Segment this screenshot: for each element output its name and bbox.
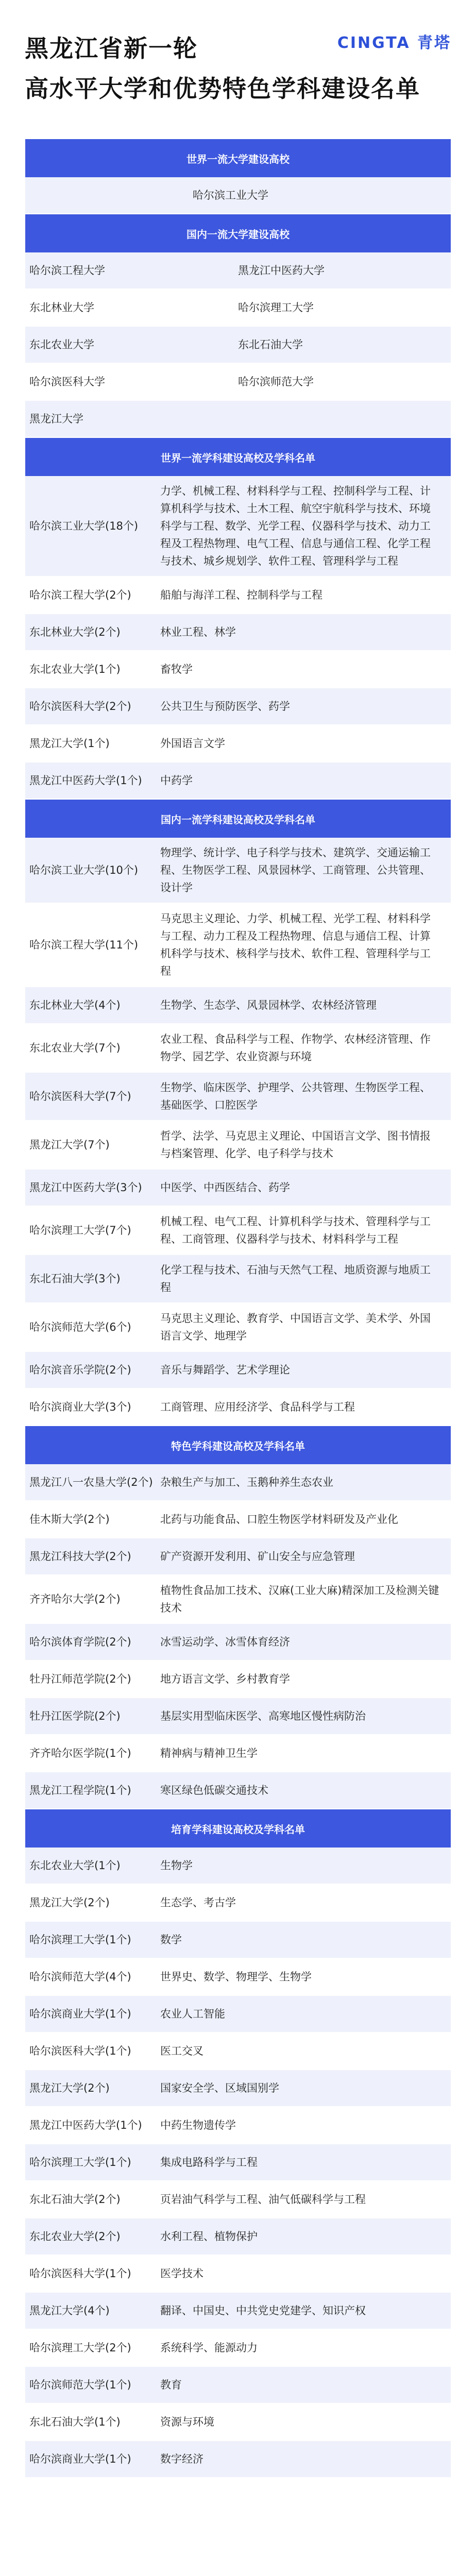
discipline-list: 基层实用型临床医学、高寒地区慢性病防治 bbox=[160, 1710, 366, 1722]
table-row bbox=[25, 2070, 451, 2107]
discipline-list: 冰雪运动学、冰雪体育经济 bbox=[160, 1636, 290, 1648]
table-row bbox=[25, 2181, 451, 2218]
discipline-list: 植物性食品加工技术、汉麻(工业大麻)精深加工及检测关键技术 bbox=[160, 1584, 439, 1614]
section-header-world-disc: 世界一流学科建设高校及学科名单 bbox=[25, 438, 451, 476]
university-name: 黑龙江工程学院(1个) bbox=[29, 1784, 131, 1797]
table-row bbox=[25, 2256, 451, 2293]
discipline-list: 畜牧学 bbox=[160, 663, 193, 675]
university-name: 东北农业大学 bbox=[29, 338, 94, 351]
university-name: 哈尔滨商业大学(1个) bbox=[29, 2453, 131, 2465]
table-row bbox=[25, 1207, 451, 1255]
discipline-list: 精神病与精神卫生学 bbox=[160, 1747, 258, 1759]
table-row bbox=[25, 1885, 451, 1922]
table-row bbox=[25, 577, 451, 614]
discipline-list: 农业人工智能 bbox=[160, 2008, 225, 2020]
list-row bbox=[25, 401, 451, 438]
university-name: 黑龙江科技大学(2个) bbox=[29, 1550, 131, 1563]
header bbox=[0, 0, 476, 126]
page-title-line1: 黑龙江省新一轮 bbox=[25, 35, 198, 62]
discipline-list: 数学 bbox=[160, 1934, 182, 1946]
discipline-list: 世界史、数学、物理学、生物学 bbox=[160, 1971, 312, 1983]
university-name: 东北石油大学(3个) bbox=[29, 1273, 121, 1285]
university-name: 东北石油大学(1个) bbox=[29, 2416, 121, 2428]
university-name: 东北农业大学(2个) bbox=[29, 2230, 121, 2243]
university-name: 哈尔滨医科大学 bbox=[29, 376, 105, 388]
table-row bbox=[25, 725, 451, 762]
table-row bbox=[25, 904, 451, 987]
discipline-list: 水利工程、植物保护 bbox=[160, 2230, 258, 2243]
university-name: 黑龙江八一农垦大学(2个) bbox=[29, 1476, 153, 1488]
university-name: 哈尔滨工程大学(11个) bbox=[29, 939, 139, 951]
university-name: 哈尔滨医科大学(1个) bbox=[29, 2267, 131, 2280]
university-name: 哈尔滨师范大学 bbox=[238, 376, 314, 388]
university-name: 东北农业大学(1个) bbox=[29, 1859, 121, 1872]
table-row bbox=[25, 1698, 451, 1735]
table-row bbox=[25, 2218, 451, 2256]
university-name: 哈尔滨师范大学(6个) bbox=[29, 1321, 131, 1333]
list-row bbox=[25, 327, 451, 364]
discipline-list: 林业工程、林学 bbox=[160, 626, 236, 638]
discipline-list: 翻译、中国史、中共党史党建学、知识产权 bbox=[160, 2304, 366, 2317]
section-header-world-univ: 世界一流大学建设高校 bbox=[25, 139, 451, 177]
discipline-list: 寒区绿色低碳交通技术 bbox=[160, 1784, 268, 1797]
table-row bbox=[25, 1538, 451, 1575]
university-name: 哈尔滨理工大学(1个) bbox=[29, 2156, 131, 2168]
discipline-list: 地方语言文学、乡村教育学 bbox=[160, 1673, 290, 1685]
table-row bbox=[25, 1501, 451, 1538]
university-name: 哈尔滨工程大学 bbox=[29, 264, 105, 277]
table-row bbox=[25, 2404, 451, 2441]
table-row bbox=[25, 1959, 451, 1996]
discipline-list: 医学技术 bbox=[160, 2267, 203, 2280]
discipline-list: 国家安全学、区域国别学 bbox=[160, 2082, 279, 2094]
section-header-domestic-univ: 国内一流大学建设高校 bbox=[25, 214, 451, 252]
list-row bbox=[25, 364, 451, 401]
university-name: 东北石油大学 bbox=[238, 338, 303, 351]
university-name: 黑龙江大学(2个) bbox=[29, 2082, 110, 2094]
table-row bbox=[25, 1024, 451, 1073]
table-row bbox=[25, 2293, 451, 2330]
table-row bbox=[25, 1073, 451, 1121]
university-name: 东北农业大学(7个) bbox=[29, 1042, 121, 1054]
table-row bbox=[25, 1575, 451, 1624]
discipline-list: 生物学、生态学、风景园林学、农林经济管理 bbox=[160, 999, 377, 1011]
university-name: 哈尔滨理工大学(1个) bbox=[29, 1934, 131, 1946]
discipline-list: 哲学、法学、马克思主义理论、中国语言文学、图书情报与档案管理、化学、电子科学与技术 bbox=[160, 1130, 431, 1160]
table-row bbox=[25, 651, 451, 688]
discipline-list: 资源与环境 bbox=[160, 2416, 214, 2428]
discipline-list: 生物学、临床医学、护理学、公共管理、生物医学工程、基础医学、口腔医学 bbox=[160, 1081, 431, 1111]
university-name: 东北林业大学 bbox=[29, 301, 94, 314]
university-name: 哈尔滨理工大学(2个) bbox=[29, 2342, 131, 2354]
university-name: 哈尔滨医科大学(2个) bbox=[29, 700, 131, 713]
discipline-list: 船舶与海洋工程、控制科学与工程 bbox=[160, 589, 322, 601]
table-row bbox=[25, 1922, 451, 1959]
university-name: 黑龙江中医药大学(3个) bbox=[29, 1181, 142, 1194]
discipline-list: 马克思主义理论、教育学、中国语言文学、美术学、外国语言文学、地理学 bbox=[160, 1312, 431, 1342]
university-name: 齐齐哈尔大学(2个) bbox=[29, 1593, 121, 1605]
section-header-special-disc: 特色学科建设高校及学科名单 bbox=[25, 1426, 451, 1464]
university-name: 牡丹江医学院(2个) bbox=[29, 1710, 121, 1722]
table-row bbox=[25, 1735, 451, 1772]
table-row bbox=[25, 1303, 451, 1352]
university-name: 黑龙江中医药大学(1个) bbox=[29, 2119, 142, 2131]
university-name: 黑龙江大学(2个) bbox=[29, 1896, 110, 1909]
discipline-list: 力学、机械工程、材料科学与工程、控制科学与工程、计算机科学与技术、土木工程、航空宇航科学与技术、环境科学与工程、数学、光学工程、仪器科学与技术、动力工程及工程热物理、电气工程、信息与通信工程、化学工程与技术、城乡规划学、软件工程、管理科学与工程 bbox=[160, 485, 431, 567]
list-row bbox=[25, 177, 451, 214]
discipline-list: 生态学、考古学 bbox=[160, 1896, 236, 1909]
table-row bbox=[25, 1661, 451, 1698]
discipline-list: 中药学 bbox=[160, 774, 193, 787]
section-header-cultivate-disc: 培育学科建设高校及学科名单 bbox=[25, 1809, 451, 1848]
table-row bbox=[25, 2367, 451, 2404]
university-name: 黑龙江大学(4个) bbox=[29, 2304, 110, 2317]
table-row bbox=[25, 1352, 451, 1389]
university-name: 哈尔滨师范大学(4个) bbox=[29, 1971, 131, 1983]
table-row bbox=[25, 614, 451, 651]
university-name: 黑龙江大学(7个) bbox=[29, 1139, 110, 1151]
discipline-list: 机械工程、电气工程、计算机科学与技术、管理科学与工程、工商管理、仪器科学与技术、材料科学与工程 bbox=[160, 1215, 431, 1245]
page-title-line2: 高水平大学和优势特色学科建设名单 bbox=[25, 75, 420, 103]
table-row bbox=[25, 1624, 451, 1661]
discipline-list: 音乐与舞蹈学、艺术学理论 bbox=[160, 1364, 290, 1376]
university-name: 哈尔滨师范大学(1个) bbox=[29, 2379, 131, 2391]
university-name: 黑龙江中医药大学(1个) bbox=[29, 774, 142, 787]
university-name: 佳木斯大学(2个) bbox=[29, 1513, 110, 1526]
university-name: 东北农业大学(1个) bbox=[29, 663, 121, 675]
university-name: 牡丹江师范学院(2个) bbox=[29, 1673, 131, 1685]
table-row bbox=[25, 2441, 451, 2478]
university-name: 哈尔滨理工大学 bbox=[238, 301, 314, 314]
university-name: 哈尔滨音乐学院(2个) bbox=[29, 1364, 131, 1376]
discipline-list: 公共卫生与预防医学、药学 bbox=[160, 700, 290, 713]
university-name: 哈尔滨商业大学(1个) bbox=[29, 2008, 131, 2020]
discipline-list: 矿产资源开发利用、矿山安全与应急管理 bbox=[160, 1550, 355, 1563]
discipline-list: 杂粮生产与加工、玉鹅种养生态农业 bbox=[160, 1476, 333, 1488]
section-header-domestic-disc: 国内一流学科建设高校及学科名单 bbox=[25, 800, 451, 838]
university-name: 东北林业大学(4个) bbox=[29, 999, 121, 1011]
university-name: 哈尔滨体育学院(2个) bbox=[29, 1636, 131, 1648]
discipline-list: 中药生物遗传学 bbox=[160, 2119, 236, 2131]
table-row bbox=[25, 2330, 451, 2367]
university-name: 哈尔滨工程大学(2个) bbox=[29, 589, 131, 601]
university-name: 东北石油大学(2个) bbox=[29, 2193, 121, 2206]
discipline-list: 工商管理、应用经济学、食品科学与工程 bbox=[160, 1401, 355, 1413]
discipline-list: 北药与功能食品、口腔生物医学材料研发及产业化 bbox=[160, 1513, 398, 1526]
discipline-list: 教育 bbox=[160, 2379, 182, 2391]
discipline-list: 系统科学、能源动力 bbox=[160, 2342, 258, 2354]
table-row bbox=[25, 2033, 451, 2070]
main-list bbox=[25, 139, 451, 2478]
discipline-list: 集成电路科学与工程 bbox=[160, 2156, 258, 2168]
university-name: 哈尔滨医科大学(1个) bbox=[29, 2045, 131, 2057]
brand-logo: CINGTA 青塔 bbox=[337, 34, 451, 52]
discipline-list: 医工交叉 bbox=[160, 2045, 203, 2057]
list-row bbox=[25, 252, 451, 290]
discipline-list: 数字经济 bbox=[160, 2453, 203, 2465]
table-row bbox=[25, 2107, 451, 2144]
university-name: 哈尔滨商业大学(3个) bbox=[29, 1401, 131, 1413]
table-row bbox=[25, 1848, 451, 1885]
university-name: 黑龙江大学(1个) bbox=[29, 737, 110, 750]
table-row bbox=[25, 1772, 451, 1809]
university-name: 哈尔滨工业大学(10个) bbox=[29, 864, 139, 876]
table-row bbox=[25, 1464, 451, 1501]
table-row bbox=[25, 1121, 451, 1170]
university-name: 哈尔滨医科大学(7个) bbox=[29, 1090, 131, 1103]
table-row bbox=[25, 762, 451, 800]
discipline-list: 农业工程、食品科学与工程、作物学、农林经济管理、作物学、园艺学、农业资源与环境 bbox=[160, 1033, 431, 1063]
table-row bbox=[25, 1255, 451, 1303]
table-row bbox=[25, 1389, 451, 1426]
discipline-list: 化学工程与技术、石油与天然气工程、地质资源与地质工程 bbox=[160, 1264, 431, 1294]
table-row bbox=[25, 1170, 451, 1207]
discipline-list: 生物学 bbox=[160, 1859, 193, 1872]
table-row bbox=[25, 838, 451, 904]
list-row bbox=[25, 290, 451, 327]
discipline-list: 外国语言文学 bbox=[160, 737, 225, 750]
university-name: 东北林业大学(2个) bbox=[29, 626, 121, 638]
table-row bbox=[25, 2144, 451, 2181]
table-row bbox=[25, 688, 451, 725]
university-name: 黑龙江中医药大学 bbox=[238, 264, 325, 277]
university-name: 黑龙江大学 bbox=[29, 413, 83, 425]
discipline-list: 中医学、中西医结合、药学 bbox=[160, 1181, 290, 1194]
table-row bbox=[25, 987, 451, 1024]
university-name: 齐齐哈尔医学院(1个) bbox=[29, 1747, 131, 1759]
university-name: 哈尔滨工业大学(18个) bbox=[29, 520, 139, 532]
university-name: 哈尔滨工业大学 bbox=[193, 189, 268, 201]
discipline-list: 马克思主义理论、力学、机械工程、光学工程、材料科学与工程、动力工程及工程热物理、信息与通信工程、计算机科学与技术、核科学与技术、软件工程、管理科学与工程 bbox=[160, 912, 431, 977]
university-name: 哈尔滨理工大学(7个) bbox=[29, 1224, 131, 1236]
discipline-list: 页岩油气科学与工程、油气低碳科学与工程 bbox=[160, 2193, 366, 2206]
table-row bbox=[25, 476, 451, 577]
discipline-list: 物理学、统计学、电子科学与技术、建筑学、交通运输工程、生物医学工程、风景园林学、工商管理、公共管理、设计学 bbox=[160, 846, 431, 894]
table-row bbox=[25, 1996, 451, 2033]
